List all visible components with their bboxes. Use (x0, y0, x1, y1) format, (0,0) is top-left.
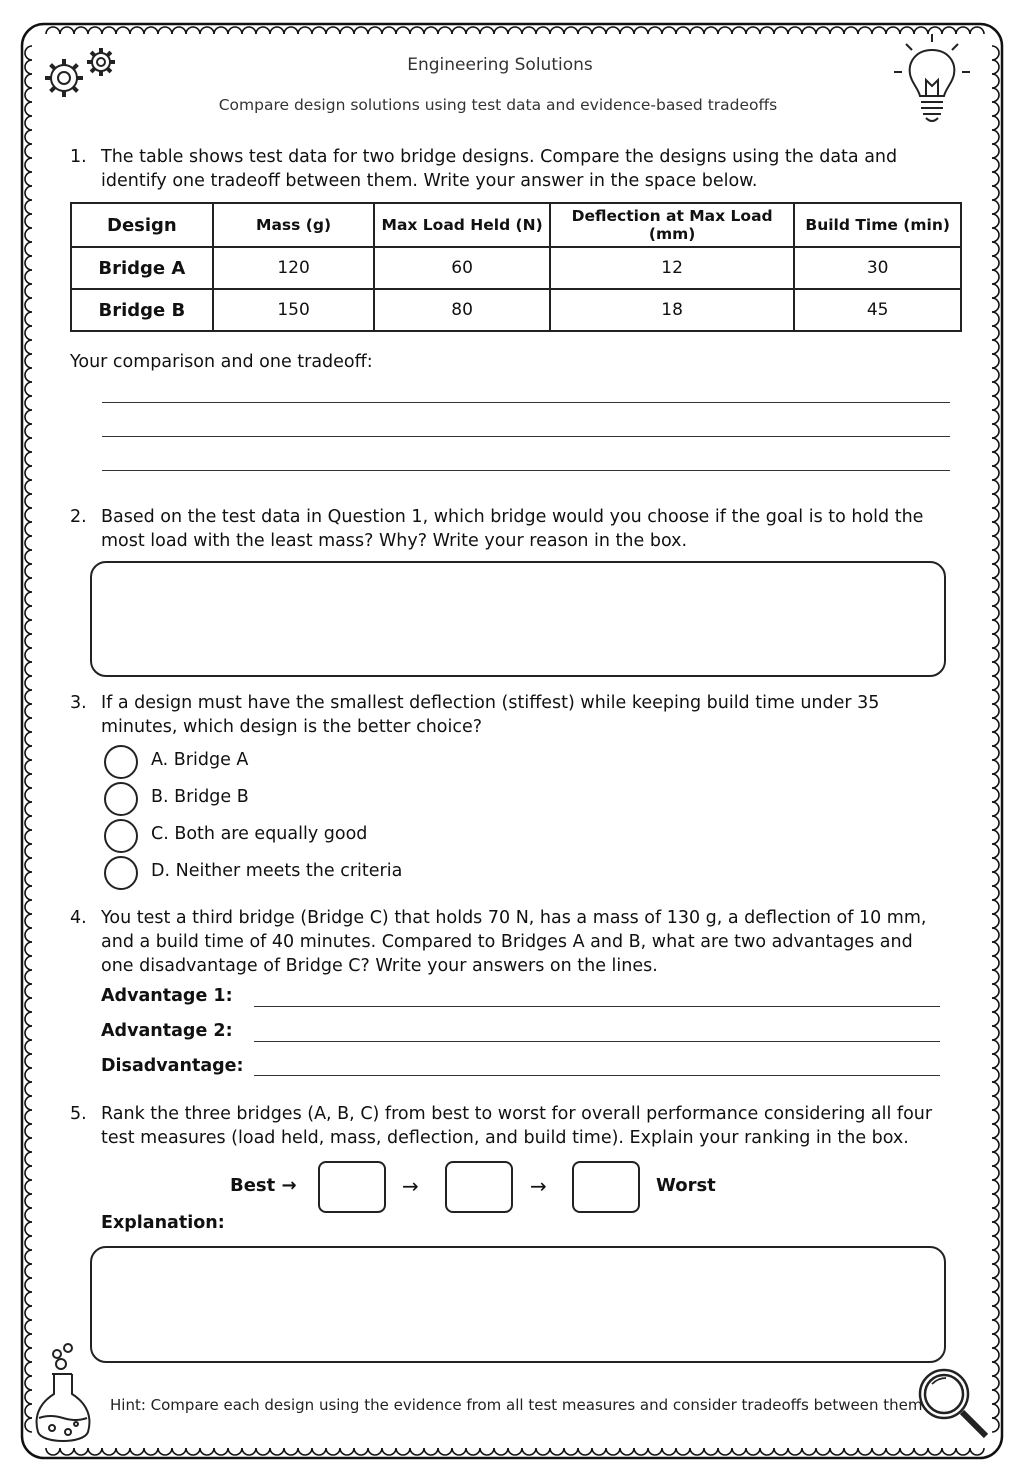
question-text: If a design must have the smallest deflection (stiffest) while keeping build time under 35 minutes, which design is the better choice? (101, 693, 880, 737)
question-number: 3. (70, 693, 87, 713)
radio-circle[interactable] (104, 782, 138, 816)
worst-label: Worst (656, 1175, 716, 1196)
column-header: Deflection at Max Load (mm) (550, 203, 794, 247)
table-cell: 60 (374, 247, 550, 289)
table-cell: 18 (550, 289, 794, 331)
table-row (71, 289, 961, 331)
table-row (71, 247, 961, 289)
column-header: Mass (g) (213, 203, 375, 247)
page-subtitle: Compare design solutions using test data and evidence-based tradeoffs (218, 96, 778, 114)
option-label: A. Bridge A (151, 750, 249, 770)
rank-arrow: → (402, 1174, 419, 1198)
table-cell: Bridge B (71, 289, 213, 331)
question-text: You test a third bridge (Bridge C) that holds 70 N, has a mass of 130 g, a deflection of 10 mm, and a build time of 40 minutes. Compared to Bridges A and B, what are two advantages and one disadvantage of Bridge C? Write your answers on the lines. (101, 908, 927, 976)
question-text: The table shows test data for two bridge designs. Compare the designs using the data and identify one tradeoff between them. Write your answer in the space below. (101, 147, 898, 191)
radio-circle[interactable] (104, 745, 138, 779)
column-header: Build Time (min) (794, 203, 961, 247)
page-title: Engineering Solutions (407, 55, 593, 75)
table-cell: 30 (794, 247, 961, 289)
table-cell: 80 (374, 289, 550, 331)
answer-line[interactable] (102, 436, 950, 437)
advantage-2-label: Advantage 2: (101, 1021, 233, 1041)
option-label: D. Neither meets the criteria (151, 861, 403, 881)
question-5 (70, 1102, 950, 1150)
explanation-box[interactable] (90, 1246, 946, 1363)
column-header: Design (71, 203, 213, 247)
answer-box[interactable] (90, 561, 946, 677)
rank-box-3[interactable] (572, 1161, 640, 1213)
question-text: Based on the test data in Question 1, which bridge would you choose if the goal is to hold the most load with the least mass? Why? Write your reason in the box. (101, 507, 924, 551)
flask-icon (30, 1338, 96, 1452)
radio-circle[interactable] (104, 856, 138, 890)
advantage-1-line[interactable] (254, 1006, 940, 1007)
question-number: 5. (70, 1104, 87, 1124)
table-cell: 45 (794, 289, 961, 331)
question-2 (70, 505, 950, 553)
best-label: Best → (230, 1175, 297, 1196)
question-4 (70, 906, 950, 978)
advantage-1-label: Advantage 1: (101, 986, 233, 1006)
rank-box-1[interactable] (318, 1161, 386, 1213)
radio-circle[interactable] (104, 819, 138, 853)
rank-box-2[interactable] (445, 1161, 513, 1213)
table-cell: Bridge A (71, 247, 213, 289)
answer-label: Your comparison and one tradeoff: (70, 352, 373, 372)
question-number: 4. (70, 908, 87, 928)
question-number: 2. (70, 507, 87, 527)
disadvantage-label: Disadvantage: (101, 1056, 244, 1076)
table-cell: 12 (550, 247, 794, 289)
explanation-label: Explanation: (101, 1213, 225, 1233)
question-number: 1. (70, 147, 87, 167)
answer-line[interactable] (102, 470, 950, 471)
advantage-2-line[interactable] (254, 1041, 940, 1042)
answer-line[interactable] (102, 402, 950, 403)
test-data-table (70, 202, 962, 332)
question-1 (70, 145, 950, 193)
option-label: B. Bridge B (151, 787, 249, 807)
rank-arrow: → (530, 1174, 547, 1198)
option-label: C. Both are equally good (151, 824, 368, 844)
table-cell: 150 (213, 289, 375, 331)
table-cell: 120 (213, 247, 375, 289)
question-3 (70, 691, 950, 739)
table-header-row (71, 203, 961, 247)
hint-text: Hint: Compare each design using the evidence from all test measures and consider tradeoffs between them. (110, 1396, 928, 1414)
disadvantage-line[interactable] (254, 1075, 940, 1076)
question-text: Rank the three bridges (A, B, C) from best to worst for overall performance considering all four test measures (load held, mass, deflection, and build time). Explain your ranking in the box. (101, 1104, 933, 1148)
column-header: Max Load Held (N) (374, 203, 550, 247)
lightbulb-icon (892, 30, 972, 130)
